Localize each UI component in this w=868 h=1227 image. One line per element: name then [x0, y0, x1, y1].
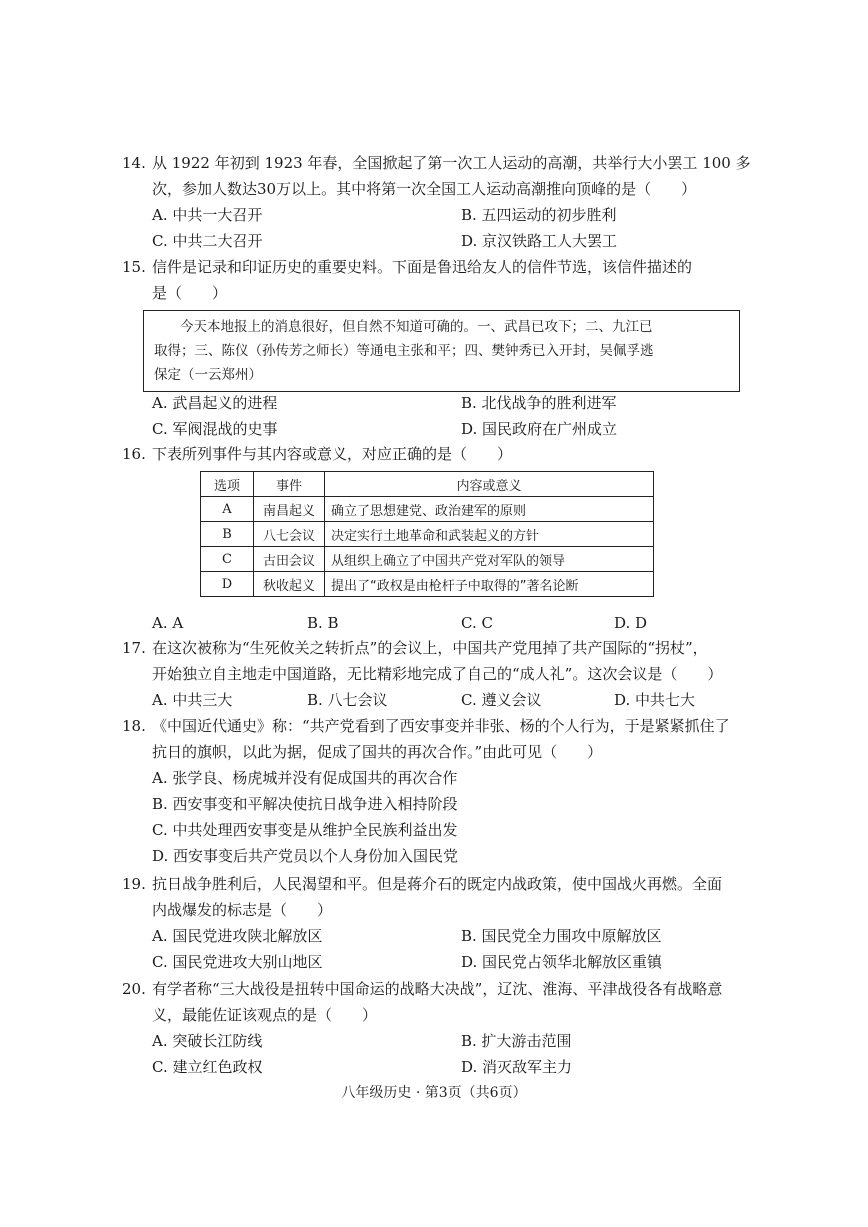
table-cell: 从组织上确立了中国共产党对军队的领导 [325, 547, 654, 572]
events-table [200, 471, 654, 597]
question-stem-cont: 次，参加人数达30万以上。其中将第一次全国工人运动高潮推向顶峰的是（ ） [152, 180, 697, 198]
table-cell: 决定实行土地革命和武装起义的方针 [325, 522, 654, 547]
question-stem: 《中国近代通史》称：“共产党看到了西安事变并非张、杨的个人行为，于是紧紧抓住了 [152, 717, 730, 735]
question-19 [122, 871, 762, 923]
question-stem: 有学者称“三大战役是扭转中国命运的战略大决战”，辽沈、淮海、平津战役各有战略意 [152, 980, 723, 998]
option-c[interactable]: C. C [461, 614, 493, 632]
quote-line: 保定（一云郑州） [154, 367, 262, 383]
option-d[interactable]: D. 消灭敌军主力 [461, 1058, 573, 1076]
table-header: 选项 [201, 472, 254, 497]
question-number: 18. [122, 717, 146, 735]
question-stem: 抗日战争胜利后，人民渴望和平。但是蒋介石的既定内战政策，使中国战火再燃。全面 [152, 875, 723, 893]
quote-line: 取得；三、陈仪（孙传芳之师长）等通电主张和平；四、樊钟秀已入开封，吴佩孚逃 [154, 343, 654, 359]
table-cell: 提出了“政权是由枪杆子中取得的”著名论断 [325, 572, 654, 597]
question-17 [122, 635, 762, 687]
option-a[interactable]: A. 中共三大 [152, 691, 233, 709]
option-d[interactable]: D. 中共七大 [614, 691, 696, 709]
table-cell: 确立了思想建党、政治建军的原则 [325, 497, 654, 522]
option-c[interactable]: C. 中共处理西安事变是从维护全民族利益出发 [152, 821, 458, 839]
question-18 [122, 713, 762, 765]
option-a[interactable]: A. A [152, 614, 184, 632]
question-20 [122, 976, 762, 1028]
question-stem: 下表所列事件与其内容或意义，对应正确的是（ ） [152, 445, 513, 463]
option-d[interactable]: D. 国民党占领华北解放区重镇 [461, 953, 663, 971]
option-a[interactable]: A. 中共一大召开 [152, 206, 263, 224]
question-number: 19. [122, 875, 146, 893]
question-stem-cont: 义，最能佐证该观点的是（ ） [152, 1006, 378, 1024]
option-c[interactable]: C. 中共二大召开 [152, 232, 263, 250]
question-stem: 在这次被称为“生死攸关之转折点”的会议上，中国共产党甩掉了共产国际的“拐杖”， [152, 639, 708, 657]
option-b[interactable]: B. 五四运动的初步胜利 [461, 206, 617, 224]
option-c[interactable]: C. 国民党进攻大别山地区 [152, 953, 323, 971]
option-b[interactable]: B. 扩大游击范围 [461, 1032, 572, 1050]
table-row [201, 522, 654, 547]
table-row [201, 572, 654, 597]
option-d[interactable]: D. 西安事变后共产党员以个人身份加入国民党 [152, 847, 459, 865]
table-header-row [201, 472, 654, 497]
question-16 [122, 441, 762, 467]
table-row [201, 547, 654, 572]
question-number: 16. [122, 445, 146, 463]
option-b[interactable]: B. B [307, 614, 339, 632]
question-15 [122, 254, 762, 306]
option-c[interactable]: C. 遵义会议 [461, 691, 542, 709]
option-d[interactable]: D. 京汉铁路工人大罢工 [461, 232, 618, 250]
question-stem-cont: 是（ ） [152, 284, 228, 302]
question-number: 15. [122, 258, 146, 276]
question-14 [122, 150, 762, 202]
table-cell: 南昌起义 [254, 497, 325, 522]
option-b[interactable]: B. 北伐战争的胜利进军 [461, 394, 617, 412]
option-b[interactable]: B. 八七会议 [307, 691, 388, 709]
option-d[interactable]: D. 国民政府在广州成立 [461, 420, 618, 438]
question-stem-cont: 内战爆发的标志是（ ） [152, 901, 333, 919]
option-c[interactable]: C. 军阀混战的史事 [152, 420, 278, 438]
table-cell: D [201, 572, 254, 597]
option-a[interactable]: A. 张学良、杨虎城并没有促成国共的再次合作 [152, 769, 458, 787]
table-cell: C [201, 547, 254, 572]
table-header: 内容或意义 [325, 472, 654, 497]
table-row [201, 497, 654, 522]
question-stem-cont: 开始独立自主地走中国道路，无比精彩地完成了自己的“成人礼”。这次会议是（ ） [152, 665, 723, 683]
question-stem-cont: 抗日的旗帜，以此为据，促成了国共的再次合作。”由此可见（ ） [152, 743, 603, 761]
option-b[interactable]: B. 国民党全力围攻中原解放区 [461, 927, 662, 945]
table-cell: 古田会议 [254, 547, 325, 572]
question-number: 20. [122, 980, 146, 998]
question-stem: 从 1922 年初到 1923 年春，全国掀起了第一次工人运动的高潮，共举行大小罢工 100 多 [152, 154, 751, 172]
option-b[interactable]: B. 西安事变和平解决使抗日战争进入相持阶段 [152, 795, 458, 813]
table-cell: 八七会议 [254, 522, 325, 547]
quote-line: 今天本地报上的消息很好，但自然不知道可确的。一、武昌已攻下；二、九江已 [180, 319, 653, 335]
question-stem: 信件是记录和印证历史的重要史料。下面是鲁迅给友人的信件节选，该信件描述的 [152, 258, 693, 276]
letter-excerpt-box [143, 310, 740, 392]
option-a[interactable]: A. 国民党进攻陕北解放区 [152, 927, 323, 945]
table-cell: B [201, 522, 254, 547]
option-c[interactable]: C. 建立红色政权 [152, 1058, 263, 1076]
page-footer: 八年级历史 · 第3页（共6页） [341, 1085, 527, 1101]
table-cell: A [201, 497, 254, 522]
option-a[interactable]: A. 突破长江防线 [152, 1032, 263, 1050]
table-cell: 秋收起义 [254, 572, 325, 597]
option-d[interactable]: D. D [614, 614, 648, 632]
question-number: 17. [122, 639, 146, 657]
table-header: 事件 [254, 472, 325, 497]
question-number: 14. [122, 154, 146, 172]
option-a[interactable]: A. 武昌起义的进程 [152, 394, 278, 412]
